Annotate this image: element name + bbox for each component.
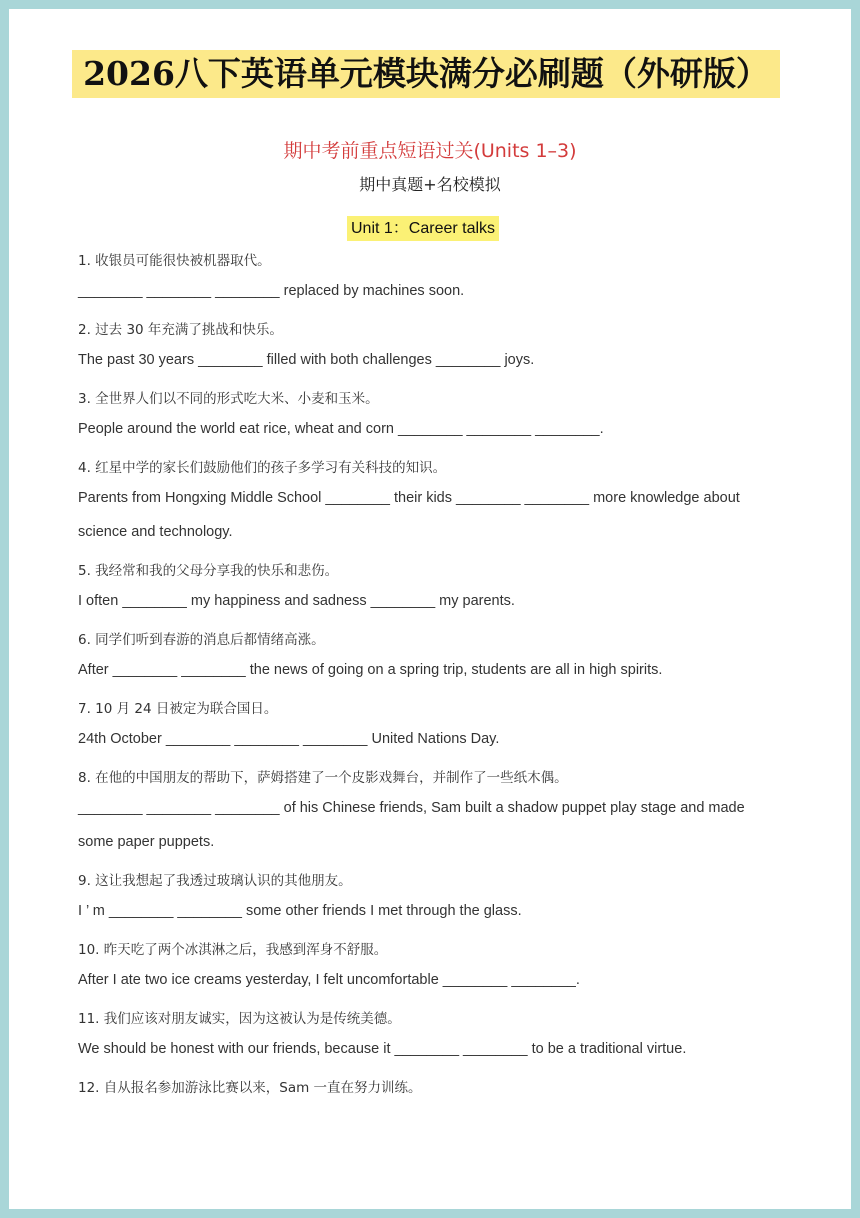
question-4-sentence: Parents from Hongxing Middle School ________ their kids ________ ________ more knowledge about [78,490,740,506]
section-source: 期中真题+名校模拟 [359,175,501,194]
question-10-sentence: After I ate two ice creams yesterday, I felt uncomfortable ________ ________. [78,972,580,988]
unit-heading: Unit 1：Career talks [347,216,499,241]
question-3-prompt: 3. 全世界人们以不同的形式吃大米、小麦和玉米。 [78,391,379,407]
question-2-prompt: 2. 过去 30 年充满了挑战和快乐。 [78,322,283,338]
question-10-prompt: 10. 昨天吃了两个冰淇淋之后，我感到浑身不舒服。 [78,942,388,958]
question-7-sentence: 24th October ________ ________ ________ United Nations Day. [78,731,500,747]
question-6-prompt: 6. 同学们听到春游的消息后都情绪高涨。 [78,632,325,648]
question-1-prompt: 1. 收银员可能很快被机器取代。 [78,253,271,269]
question-4-sentence-cont: science and technology. [78,524,233,540]
question-8-sentence: ________ ________ ________ of his Chinese friends, Sam built a shadow puppet play stage and made [78,800,745,816]
question-6-sentence: After ________ ________ the news of going on a spring trip, students are all in high spirits. [78,662,663,678]
question-7-prompt: 7. 10 月 24 日被定为联合国日。 [78,701,278,717]
question-11-prompt: 11. 我们应该对朋友诚实，因为这被认为是传统美德。 [78,1011,401,1027]
question-2-sentence: The past 30 years ________ filled with both challenges ________ joys. [78,352,535,368]
question-8-sentence-cont: some paper puppets. [78,834,215,850]
section-subtitle: 期中考前重点短语过关(Units 1–3) [283,140,577,162]
question-11-sentence: We should be honest with our friends, because it ________ ________ to be a traditional virtue. [78,1041,687,1057]
question-9-prompt: 9. 这让我想起了我透过玻璃认识的其他朋友。 [78,873,352,889]
question-12-prompt: 12. 自从报名参加游泳比赛以来，Sam 一直在努力训练。 [78,1080,422,1096]
question-9-sentence: I ’ m ________ ________ some other friends I met through the glass. [78,903,522,919]
question-8-prompt: 8. 在他的中国朋友的帮助下，萨姆搭建了一个皮影戏舞台，并制作了一些纸木偶。 [78,770,568,786]
question-5-prompt: 5. 我经常和我的父母分享我的快乐和悲伤。 [78,563,339,579]
question-3-sentence: People around the world eat rice, wheat and corn ________ ________ ________. [78,421,604,437]
question-4-prompt: 4. 红星中学的家长们鼓励他们的孩子多学习有关科技的知识。 [78,460,447,476]
question-1-sentence: ________ ________ ________ replaced by machines soon. [78,283,465,299]
question-5-sentence: I often ________ my happiness and sadness ________ my parents. [78,593,515,609]
banner-title: 2026八下英语单元模块满分必刷题（外研版） [72,50,780,98]
